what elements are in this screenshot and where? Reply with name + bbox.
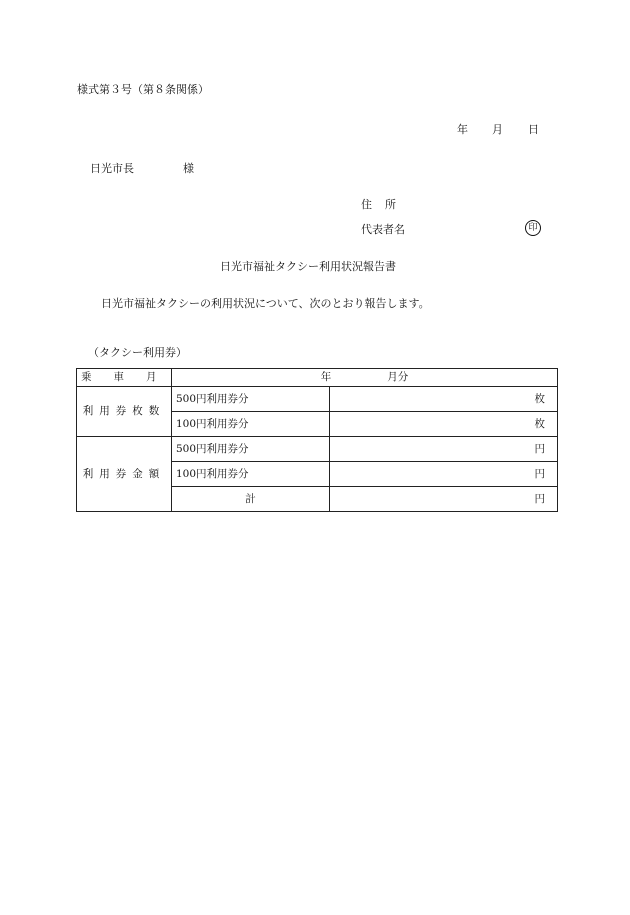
table-row: [77, 387, 558, 412]
seal-mark: 印: [525, 220, 541, 236]
form-number: 様式第３号（第８条関係）: [77, 83, 209, 96]
amount-100-label: 100円利用券分: [172, 462, 330, 487]
count-500-label: 500円利用券分: [172, 387, 330, 412]
ride-month-label: 乗車月: [77, 369, 172, 387]
document-title: 日光市福祉タクシー利用状況報告書: [220, 260, 396, 273]
amount-100-unit: 円: [330, 462, 558, 487]
date-day-label: 日: [528, 123, 539, 136]
count-100-label: 100円利用券分: [172, 412, 330, 437]
count-section-label: 利用券枚数: [77, 387, 172, 437]
total-unit: 円: [330, 487, 558, 512]
count-100-unit: 枚: [330, 412, 558, 437]
amount-500-unit: 円: [330, 437, 558, 462]
table-header-row: [77, 369, 558, 387]
addressee-name: 日光市長: [90, 162, 134, 175]
addressee-honorific: 様: [183, 162, 194, 175]
total-label: 計: [172, 487, 330, 512]
header-month: 月分: [387, 371, 409, 384]
header-year: 年: [320, 371, 332, 384]
ride-month-value: [172, 369, 558, 387]
amount-500-label: 500円利用券分: [172, 437, 330, 462]
representative-label: 代表者名: [361, 223, 405, 236]
table-row: [77, 437, 558, 462]
body-text: 日光市福祉タクシーの利用状況について、次のとおり報告します。: [101, 297, 430, 310]
date-month-label: 月: [492, 123, 503, 136]
count-500-unit: 枚: [330, 387, 558, 412]
usage-table: [76, 368, 558, 512]
date-year-label: 年: [457, 123, 468, 136]
table-caption: （タクシー利用券）: [88, 346, 187, 359]
amount-section-label: 利用券金額: [77, 437, 172, 512]
address-label: 住所: [361, 198, 409, 211]
